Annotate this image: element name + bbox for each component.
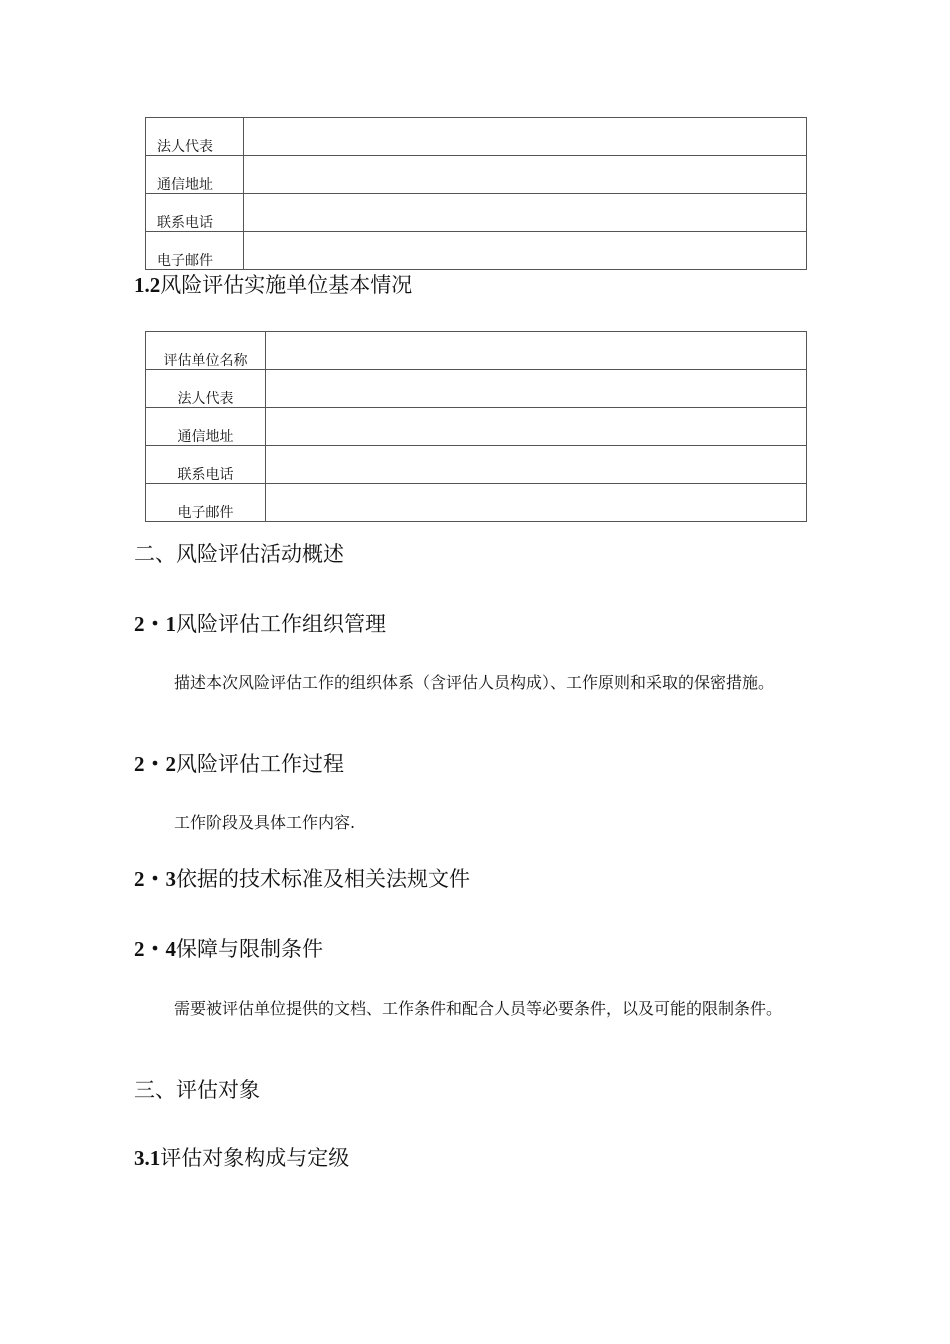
section-3-title: 三、评估对象 <box>134 1078 260 1102</box>
heading-text: 风险评估工作过程 <box>176 752 344 776</box>
row-value-cell <box>266 408 807 446</box>
heading-2-3 <box>134 865 470 893</box>
heading-2-2 <box>134 750 344 778</box>
heading-1-2 <box>134 271 412 299</box>
row-value-cell <box>244 156 807 194</box>
paragraph-2-2: 工作阶段及具体工作内容. <box>174 813 356 832</box>
table-row <box>146 484 807 522</box>
row-label: 联系电话 <box>146 194 244 232</box>
row-value-cell <box>244 232 807 270</box>
row-label: 电子邮件 <box>146 484 266 522</box>
section-2-title: 二、风险评估活动概述 <box>134 542 344 566</box>
row-label: 法人代表 <box>146 370 266 408</box>
table-row <box>146 408 807 446</box>
heading-2-4 <box>134 935 323 963</box>
assessor-info-table <box>145 331 807 522</box>
heading-text: 风险评估工作组织管理 <box>176 612 386 636</box>
table-row <box>146 156 807 194</box>
heading-number: 2・3 <box>134 867 176 891</box>
row-label: 联系电话 <box>146 446 266 484</box>
row-label: 通信地址 <box>146 156 244 194</box>
unit-info-table <box>145 117 807 270</box>
row-value-cell <box>244 194 807 232</box>
table-row <box>146 370 807 408</box>
heading-number: 2・2 <box>134 752 176 776</box>
row-label: 法人代表 <box>146 118 244 156</box>
row-label: 评估单位名称 <box>146 332 266 370</box>
table-row <box>146 446 807 484</box>
table-row <box>146 232 807 270</box>
heading-3-1 <box>134 1144 349 1172</box>
heading-number: 2・1 <box>134 612 176 636</box>
row-value-cell <box>266 484 807 522</box>
row-label: 电子邮件 <box>146 232 244 270</box>
row-value-cell <box>266 332 807 370</box>
row-label: 通信地址 <box>146 408 266 446</box>
row-value-cell <box>244 118 807 156</box>
heading-text: 保障与限制条件 <box>176 937 323 961</box>
table-row <box>146 194 807 232</box>
heading-text: 评估对象构成与定级 <box>160 1146 350 1170</box>
heading-text: 依据的技术标准及相关法规文件 <box>176 867 470 891</box>
row-value-cell <box>266 370 807 408</box>
heading-text: 风险评估实施单位基本情况 <box>160 273 413 297</box>
table-row <box>146 332 807 370</box>
heading-2-1 <box>134 610 386 638</box>
heading-number: 2・4 <box>134 937 176 961</box>
paragraph-2-1: 描述本次风险评估工作的组织体系（含评估人员构成）、工作原则和采取的保密措施。 <box>174 673 775 692</box>
paragraph-2-4: 需要被评估单位提供的文档、工作条件和配合人员等必要条件，以及可能的限制条件。 <box>174 999 783 1018</box>
heading-number: 3.1 <box>134 1146 161 1170</box>
table-row <box>146 118 807 156</box>
heading-number: 1.2 <box>134 273 161 297</box>
row-value-cell <box>266 446 807 484</box>
